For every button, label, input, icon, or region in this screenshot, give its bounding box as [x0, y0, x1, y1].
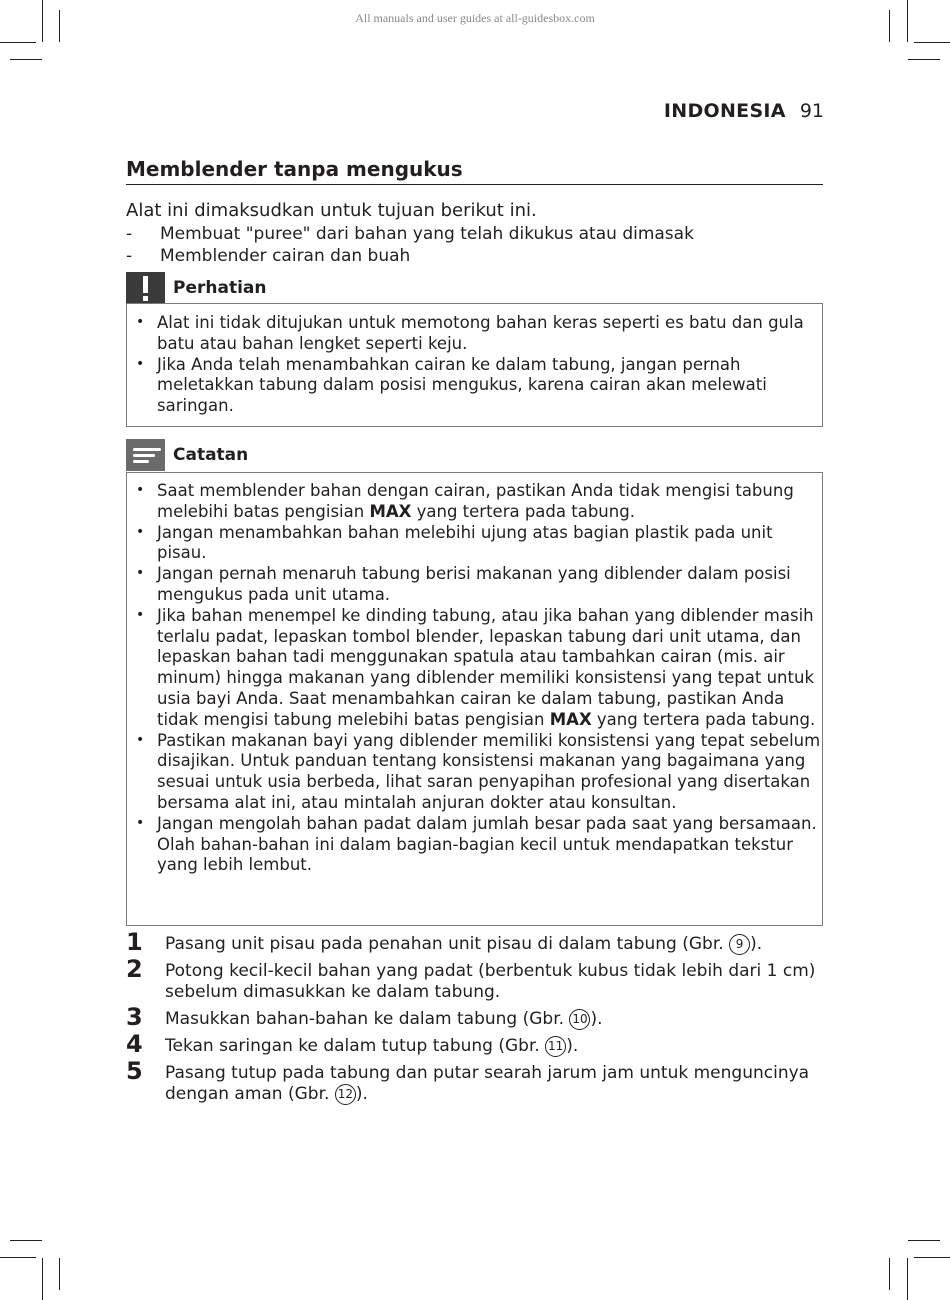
watermark: All manuals and user guides at all-guidesbox.com [355, 11, 595, 25]
caution-item: • Alat ini tidak ditujukan untuk memotong bahan keras seperti es batu dan gula batu atau bahan lengket seperti keju. [136, 313, 804, 353]
language-label: INDONESIA [663, 100, 786, 122]
step-item: 1 Pasang unit pisau pada penahan unit pisau di dalam tabung (Gbr. 9 ). [126, 928, 763, 956]
step-item: 2 Potong kecil-kecil bahan yang padat (berbentuk kubus tidak lebih dari 1 cm) sebelum dimasukkan ke dalam tabung. [126, 955, 816, 1002]
note-item: • Jika bahan menempel ke dinding tabung, atau jika bahan yang diblender masih terlalu padat, lepaskan tombol blender, lepaskan tabung dari unit utama, dan lepaskan bahan tadi menggunakan spatula atau tambahkan cairan (mis. air minum) hingga makanan yang diblender memiliki konsistensi yang tepat untuk usia bayi Anda. Saat menambahkan cairan ke dalam tabung, pastikan Anda tidak mengisi tabung melebihi batas pengisian MAX yang tertera pada tabung. [136, 605, 816, 729]
intro-text: Alat ini dimaksudkan untuk tujuan berikut ini. [126, 200, 537, 221]
note-item: • Jangan pernah menaruh tabung berisi makanan yang diblender dalam posisi mengukus pada unit utama. [136, 564, 791, 604]
note-item: • Jangan mengolah bahan padat dalam jumlah besar pada saat yang bersamaan. Olah bahan-bahan ini dalam bagian-bagian kecil untuk mendapatkan tekstur yang lebih lembut. [136, 813, 817, 875]
page-number: 91 [799, 100, 824, 122]
step-item: 5 Pasang tutup pada tabung dan putar searah jarum jam untuk menguncinya dengan aman (Gbr. 12 ). [126, 1057, 810, 1104]
note-box [126, 472, 823, 926]
note-header [126, 439, 823, 471]
note-item: • Pastikan makanan bayi yang diblender memiliki konsistensi yang tepat sebelum disajikan. Untuk panduan tentang konsistensi makanan yang bagaimana yang sesuai untuk usia berbeda, lihat saran penyapihan profesional yang disertakan bersama alat ini, atau mintalah anjuran dokter atau konsultan. [136, 730, 821, 812]
caution-box [126, 303, 823, 427]
use-item: - Membuat "puree" dari bahan yang telah dikukus atau dimasak [126, 224, 694, 244]
note-label: Catatan [173, 445, 249, 465]
figure-ref: 11 [545, 1036, 566, 1057]
note-item: • Jangan menambahkan bahan melebihi ujung atas bagian plastik pada unit pisau. [136, 522, 773, 563]
figure-ref: 9 [729, 934, 750, 955]
intro-block [126, 199, 823, 267]
use-item: - Memblender cairan dan buah [126, 246, 411, 266]
caution-item: • Jika Anda telah menambahkan cairan ke dalam tabung, jangan pernah meletakkan tabung dalam posisi mengukus, karena cairan akan melewati saringan. [136, 354, 767, 416]
steps-list [126, 928, 823, 1111]
caution-label: Perhatian [173, 278, 267, 298]
step-item: 3 Masukkan bahan-bahan ke dalam tabung (Gbr. 10 ). [126, 1003, 603, 1031]
figure-ref: 10 [569, 1009, 590, 1030]
caution-header [126, 272, 823, 304]
figure-ref: 12 [335, 1084, 356, 1105]
section-title: Memblender tanpa mengukus [126, 157, 823, 185]
note-item: • Saat memblender bahan dengan cairan, pastikan Anda tidak mengisi tabung melebihi batas pengisian MAX yang tertera pada tabung. [136, 481, 794, 521]
running-header [664, 100, 824, 122]
warning-icon [126, 272, 165, 304]
note-lines-icon [126, 439, 165, 471]
step-item: 4 Tekan saringan ke dalam tutup tabung (Gbr. 11 ). [126, 1030, 579, 1058]
